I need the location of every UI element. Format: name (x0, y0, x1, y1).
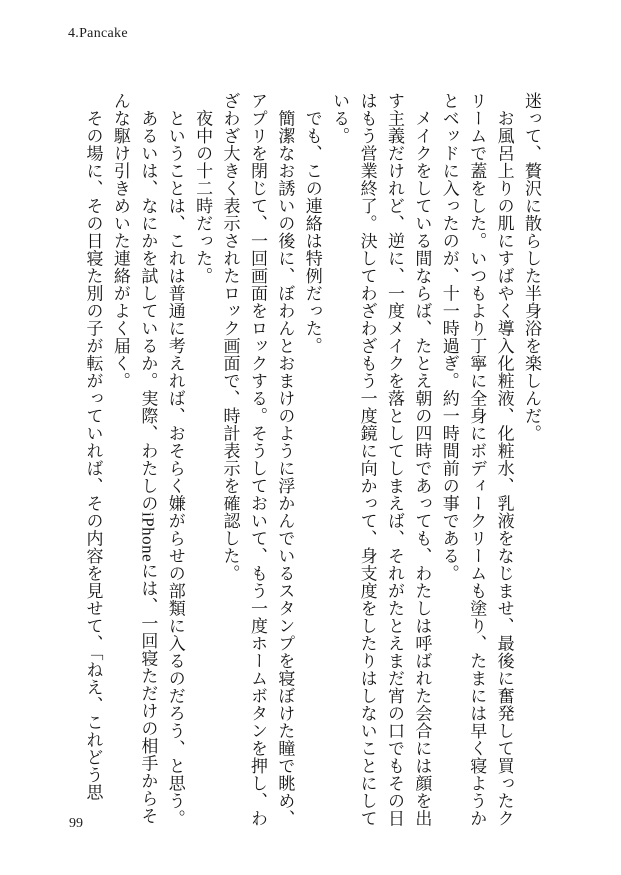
text-column-8: いる。 (330, 92, 350, 145)
text-column-2: お風呂上りの肌にすばやく導入化粧液、化粧水、乳液をなじませ、最後に奮発して買ったク (494, 92, 514, 827)
text-column-13: 夜中の十二時だった。 (193, 92, 213, 285)
text-column-11: アプリを閉じて、一回画面をロックする。そうしておいて、もう一度ホームボタンを押し、わ (247, 92, 267, 827)
body-text (79, 92, 545, 827)
text-column-12: ざわざ大きく表示されたロック画面で、時計表示を確認した。 (220, 92, 240, 582)
text-column-9: でも、この連絡は特例だった。 (302, 92, 322, 355)
text-column-5: メイクをしている間ならば、たとえ朝の四時であっても、わたしは呼ばれた会合には顔を出 (412, 92, 432, 827)
chapter-header: 4.Pancake (68, 26, 128, 41)
text-column-1: 迷って、贅沢に散らした半身浴を楽しんだ。 (522, 92, 541, 442)
text-column-6: す主義だけれど、逆に、一度メイクを落としてしまえば、それがたとえまだ宵の口でもその日 (384, 92, 404, 827)
text-column-17: その場に、その日寝た別の子が転がっていれば、その内容を見せて、「ねえ、これどう思 (83, 92, 103, 801)
text-column-15: あるいは、なにかを試しているか。実際、わたしのiPhoneには、一回寝ただけの相手からそ (138, 92, 158, 825)
text-column-7: はもう営業終了。決してわざわざもう一度鏡に向かって、身支度をしたりはしないことにして (357, 92, 377, 827)
page-number: 99 (69, 816, 83, 831)
text-column-4: とベッドに入ったのが、十一時過ぎ。約一時間前の事である。 (439, 92, 459, 582)
text-column-10: 簡潔なお誘いの後に、ぼわんとおまけのように浮かんでいるスタンプを寝ぼけた瞳で眺め、 (275, 92, 295, 827)
text-column-14: ということは、これは普通に考えれば、おそらく嫌がらせの部類に入るのだろう、と思う。 (165, 92, 185, 827)
text-column-16: んな駆け引きめいた連絡がよく届く。 (110, 92, 130, 390)
text-column-3: リームで蓋をした。いつもより丁寧に全身にボディークリームも塗り、たまには早く寝ようか (467, 92, 487, 827)
